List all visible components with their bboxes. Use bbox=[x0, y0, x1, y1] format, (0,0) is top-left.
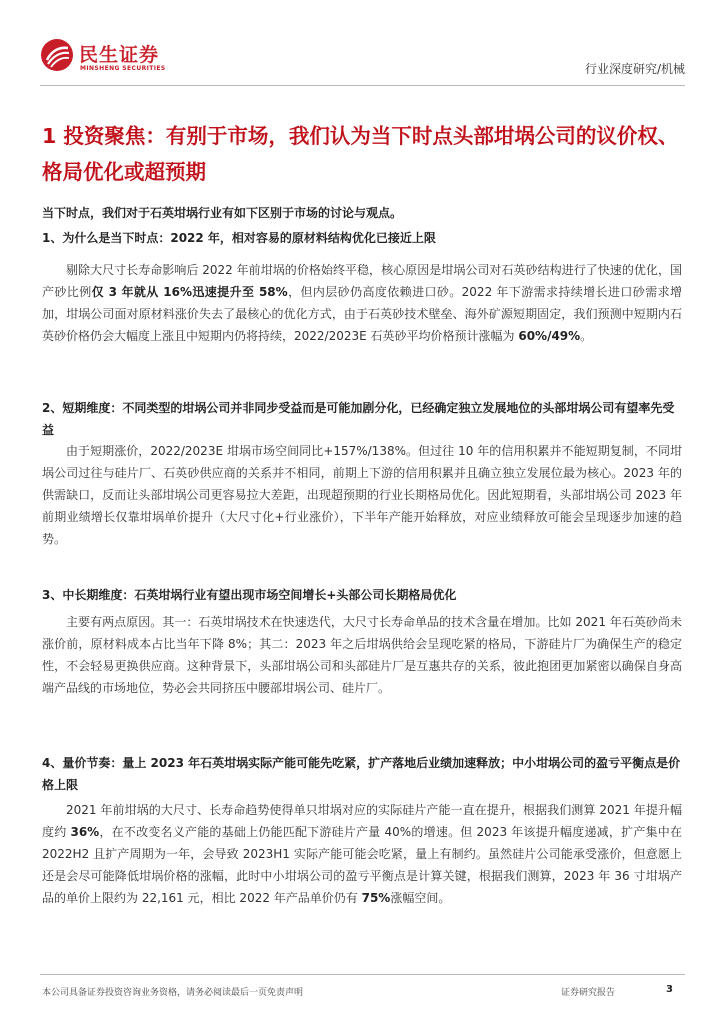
lead-paragraph: 当下时点，我们对于石英坩埚行业有如下区别于市场的讨论与观点。 bbox=[42, 206, 403, 220]
section-3-body bbox=[42, 611, 682, 699]
body-text: 主要有两点原因。其一：石英坩埚技术在快速迭代，大尺寸长寿命单品的技术含量在增加。比如 2021 年石英砂尚未涨价前，原材料成本占比当年下降 8%；其二：2023 年之后坩埚供给会呈现吃紧的格局，下游硅片厂为确保生产的稳定性，不会轻易更换供应商。这种背景下，头部坩埚公司和头部硅片厂是互惠共存的关系，彼此抱团更加紧密以确保自身高端产品线的市场地位，势必会共同挤压中腰部坩埚公司、硅片厂。 bbox=[42, 615, 682, 695]
section-2-body bbox=[42, 440, 682, 550]
section-2-heading: 2、短期维度：不同类型的坩埚公司并非同步受益而是可能加剧分化，已经确定独立发展地位的头部坩埚公司有望率先受益 bbox=[42, 401, 675, 437]
page-title: 1 投资聚焦：有别于市场，我们认为当下时点头部坩埚公司的议价权、格局优化或超预期 bbox=[42, 124, 679, 184]
footer-disclaimer: 本公司具备证券投资咨询业务资格，请务必阅读最后一页免责声明 bbox=[42, 988, 304, 998]
minsheng-logo bbox=[40, 38, 260, 78]
body-text: 涨幅空间。 bbox=[390, 891, 451, 905]
emphasis-text: 60%/49% bbox=[518, 329, 581, 343]
footer-report-label: 证券研究报告 bbox=[561, 988, 616, 998]
body-text: 由于短期涨价，2022/2023E 坩埚市场空间同比+157%/138%。但过往 10 年的信用积累并不能短期复制，不同坩埚公司过往与硅片厂、石英砂供应商的关系并不相同，前期上下游的信用积累并且确立独立发展位最为核心。2023 年的供需缺口，反而让头部坩埚公司更容易拉大差距，出现超预期的行业长期格局优化。因此短期看，头部坩埚公司 2023 年前期业绩增长仅靠坩埚单价提升（大尺寸化+行业涨价），下半年产能开始释放，对应业绩释放可能会呈现逐步加速的趋势。 bbox=[42, 444, 682, 546]
body-text: 2021 年前坩埚的大尺寸、长寿命趋势使得单只坩埚对应的实际硅片产能一直在提升，根据我们测算 2021 年提升幅度约 bbox=[42, 803, 682, 839]
section-4-heading: 4、量价节奏：量上 2023 年石英坩埚实际产能可能先吃紧，扩产落地后业绩加速释放；中小坩埚公司的盈亏平衡点是价格上限 bbox=[42, 756, 681, 792]
logo-text-cn: 民生证券 bbox=[79, 44, 160, 66]
body-text: ，在不改变名义产能的基础上仍能匹配下游硅片产量 40%的增速。但 2023 年该提升幅度递减，扩产集中在 2022H2 且扩产周期为一年，会导致 2023H1 实际产能可能会吃紧，量上有制约。虽然硅片公司能承受涨价，但意愿上还是会尽可能降低坩埚价格的涨幅，此时中小坩埚公司的盈亏平衡点是计算关键，根据我们测算，2023 年 36 寸坩埚产品的单价上限约为 22,161 元，相比 2022 年产品单价仍有 bbox=[42, 825, 682, 905]
section-4-body bbox=[42, 799, 682, 909]
body-text: 。 bbox=[580, 329, 593, 343]
page-number: 3 bbox=[666, 984, 673, 995]
footer-divider bbox=[40, 974, 685, 975]
section-1-body bbox=[42, 259, 682, 347]
emphasis-text: 75% bbox=[361, 891, 391, 905]
emphasis-text: 仅 3 年就从 16%迅速提升至 58% bbox=[91, 285, 288, 299]
body-text: ，但内层砂仍高度依赖进口砂。2022 年下游需求持续增长进口砂需求增加，坩埚公司面对原材料涨价失去了最核心的优化方式，由于石英砂技术壁垒、海外矿源短期固定，我们预测中短期内石英砂价格仍会大幅度上涨且中短期内仍将持续，2022/2023E 石英砂平均价格预计涨幅为 bbox=[42, 285, 682, 343]
page-header bbox=[40, 38, 685, 84]
emphasis-text: 36% bbox=[70, 825, 100, 839]
logo-text-en: MINSHENG SECURITIES bbox=[80, 65, 166, 72]
report-category: 行业深度研究/机械 bbox=[584, 62, 685, 76]
section-3-heading: 3、中长期维度：石英坩埚行业有望出现市场空间增长+头部公司长期格局优化 bbox=[42, 588, 457, 602]
section-1-heading: 1、为什么是当下时点：2022 年，相对容易的原材料结构优化已接近上限 bbox=[42, 231, 436, 245]
header-divider bbox=[40, 85, 685, 86]
logo-mark-icon bbox=[40, 38, 74, 72]
body-text: 剔除大尺寸长寿命影响后 2022 年前坩埚的价格始终平稳，核心原因是坩埚公司对石英砂结构进行了快速的优化，国产砂比例 bbox=[42, 263, 682, 299]
